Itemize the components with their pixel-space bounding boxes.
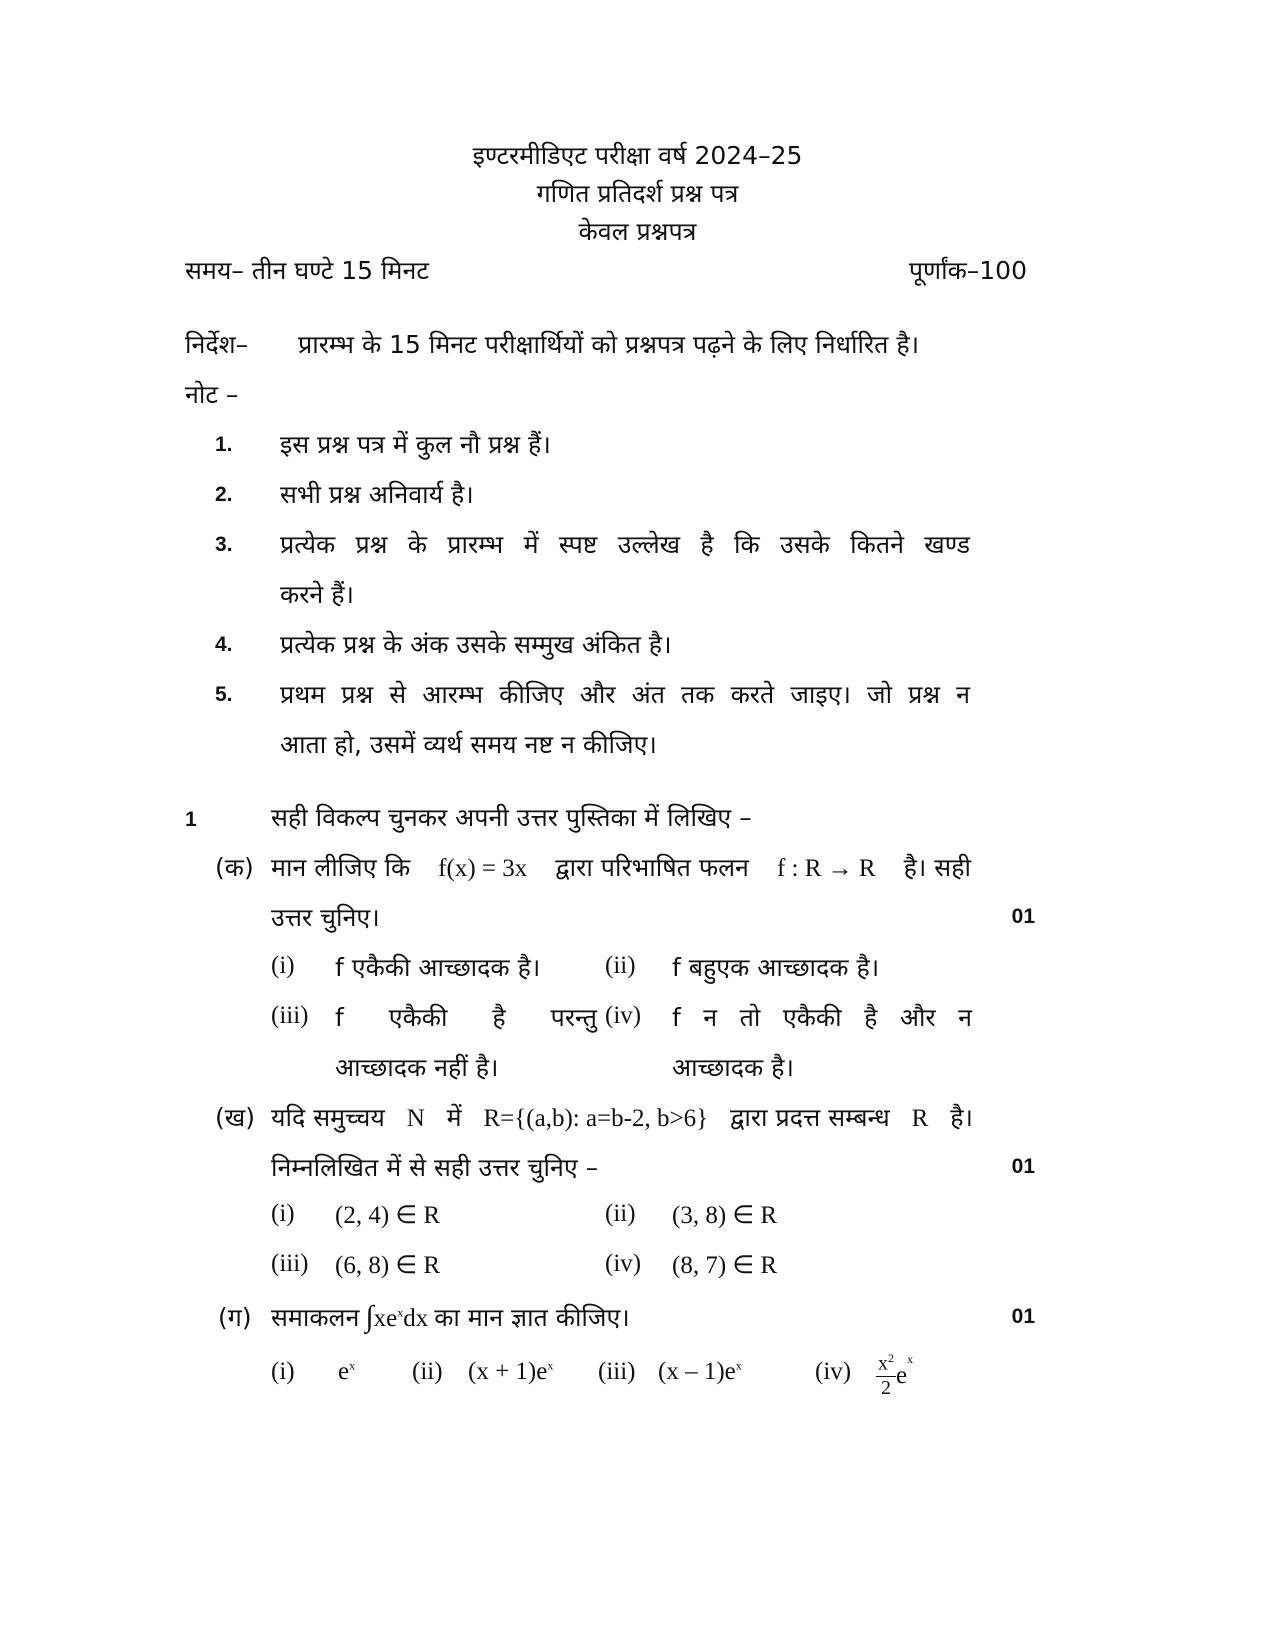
option-base: e bbox=[338, 1358, 350, 1385]
paper-subtitle: गणित प्रतिदर्श प्रश्न पत्र bbox=[536, 179, 739, 208]
note-number: 2. bbox=[215, 483, 233, 506]
option-label: (iv) bbox=[605, 1250, 642, 1277]
option-base: (x + 1)e bbox=[468, 1358, 548, 1385]
option-label: (iii) bbox=[271, 1250, 309, 1277]
question-number: 1 bbox=[185, 808, 197, 831]
total-marks: पूर्णांक–100 bbox=[908, 256, 1027, 285]
part-kha-text-3: द्वारा प्रदत्त सम्बन्ध bbox=[729, 1103, 890, 1132]
question-text: सही विकल्प चुनकर अपनी उत्तर पुस्तिका में लिखिए – bbox=[271, 803, 752, 832]
option-expression bbox=[876, 1352, 913, 1400]
option-label: (ii) bbox=[605, 952, 636, 979]
note-number: 4. bbox=[215, 633, 233, 656]
part-label-ga: (ग) bbox=[218, 1303, 252, 1332]
integrand-exponent: x bbox=[397, 1305, 404, 1320]
option-exponent: x bbox=[907, 1352, 914, 1366]
fraction-denominator: 2 bbox=[881, 1376, 891, 1399]
relation-expression: R={(a,b): a=b-2, b>6} bbox=[483, 1105, 709, 1132]
option-text: (6, 8) ∈ R bbox=[335, 1252, 441, 1279]
option-label: (i) bbox=[271, 952, 295, 979]
note-number: 5. bbox=[215, 683, 233, 706]
part-kha-statement bbox=[271, 1100, 973, 1134]
option-text: f एकैकी आच्छादक है। bbox=[335, 953, 541, 982]
note-text: प्रथम प्रश्न से आरम्भ कीजिए और अंत तक करते जाइए। जो प्रश्न न bbox=[280, 680, 970, 709]
marks-ga: 01 bbox=[1011, 1305, 1035, 1328]
part-kha-text-1: यदि समुच्चय bbox=[271, 1103, 385, 1132]
note-text: प्रत्येक प्रश्न के अंक उसके सम्मुख अंकित है। bbox=[280, 630, 672, 659]
integral-expression bbox=[365, 1300, 428, 1334]
part-ka-statement bbox=[271, 850, 971, 884]
marks-kha: 01 bbox=[1011, 1155, 1035, 1178]
integral-sign: ∫ bbox=[365, 1300, 374, 1333]
option-label: (ii) bbox=[412, 1358, 443, 1385]
option-text: f न तो एकैकी है और न bbox=[672, 1003, 972, 1032]
option-text: (8, 7) ∈ R bbox=[672, 1252, 778, 1279]
option-text: f एकैकी है परन्तु bbox=[335, 1003, 597, 1032]
option-text: (2, 4) ∈ R bbox=[335, 1202, 441, 1229]
relation-symbol: R bbox=[911, 1105, 929, 1132]
part-ga-statement bbox=[271, 1300, 630, 1334]
option-expression bbox=[468, 1358, 553, 1386]
note-text: सभी प्रश्न अनिवार्य है। bbox=[280, 480, 474, 509]
note-text-continued: आता हो, उसमें व्यर्थ समय नष्ट न कीजिए। bbox=[280, 730, 657, 759]
part-ka-text-2: द्वारा परिभाषित फलन bbox=[555, 853, 749, 882]
note-number: 1. bbox=[215, 433, 233, 456]
part-ga-text-2: का मान ज्ञात कीजिए। bbox=[434, 1303, 630, 1332]
option-exponent: x bbox=[547, 1358, 554, 1373]
direction-label: निर्देश– bbox=[185, 330, 249, 359]
note-text: इस प्रश्न पत्र में कुल नौ प्रश्न हैं। bbox=[280, 430, 551, 459]
marks-ka: 01 bbox=[1011, 905, 1035, 928]
part-label-kha: (ख) bbox=[215, 1103, 255, 1132]
option-label: (iv) bbox=[815, 1358, 852, 1385]
part-kha-text-4: है। bbox=[950, 1103, 973, 1132]
option-text-continued: आच्छादक है। bbox=[672, 1053, 794, 1082]
numerator-base: x bbox=[878, 1352, 888, 1375]
part-kha-text-2: में bbox=[446, 1103, 462, 1132]
paper-type: केवल प्रश्नपत्र bbox=[578, 217, 697, 246]
option-text: (3, 8) ∈ R bbox=[672, 1202, 778, 1229]
note-number: 3. bbox=[215, 533, 233, 556]
exam-time: समय– तीन घण्टे 15 मिनट bbox=[185, 256, 429, 285]
part-label-ka: (क) bbox=[215, 853, 254, 882]
option-label: (ii) bbox=[605, 1200, 636, 1227]
option-base: e bbox=[896, 1362, 908, 1389]
option-label: (iii) bbox=[598, 1358, 636, 1385]
note-text-continued: करने हैं। bbox=[280, 580, 354, 609]
note-label: नोट – bbox=[185, 380, 239, 409]
fraction bbox=[876, 1352, 896, 1400]
part-kha-line2: निम्नलिखित में से सही उत्तर चुनिए – bbox=[271, 1153, 599, 1182]
option-base: (x – 1)e bbox=[658, 1358, 736, 1385]
integrand-base: xe bbox=[373, 1305, 398, 1332]
option-expression bbox=[658, 1358, 742, 1386]
mapping-expression: f : R → R bbox=[776, 855, 876, 882]
set-symbol: N bbox=[406, 1105, 425, 1132]
part-ga-text-1: समाकलन bbox=[271, 1303, 360, 1332]
exam-title: इण्टरमीडिएट परीक्षा वर्ष 2024–25 bbox=[472, 141, 803, 170]
option-text-continued: आच्छादक नहीं है। bbox=[335, 1053, 499, 1082]
option-label: (iv) bbox=[605, 1002, 642, 1029]
option-text: f बहुएक आच्छादक है। bbox=[672, 953, 880, 982]
integrand-differential: dx bbox=[403, 1305, 429, 1332]
fraction-numerator bbox=[876, 1352, 896, 1377]
function-expression: f(x) = 3x bbox=[438, 855, 528, 882]
option-label: (i) bbox=[271, 1358, 295, 1385]
part-ka-line2: उत्तर चुनिए। bbox=[271, 903, 380, 932]
part-ka-text-3: है। सही bbox=[903, 853, 971, 882]
option-label: (iii) bbox=[271, 1002, 309, 1029]
part-ka-text-1: मान लीजिए कि bbox=[271, 853, 411, 882]
option-label: (i) bbox=[271, 1200, 295, 1227]
numerator-exponent: 2 bbox=[888, 1351, 894, 1366]
option-expression bbox=[338, 1358, 355, 1386]
option-exponent: x bbox=[735, 1358, 742, 1373]
note-text: प्रत्येक प्रश्न के प्रारम्भ में स्पष्ट उल्लेख है कि उसके कितने खण्ड bbox=[280, 530, 970, 559]
option-exponent: x bbox=[349, 1358, 356, 1373]
direction-text: प्रारम्भ के 15 मिनट परीक्षार्थियों को प्रश्नपत्र पढ़ने के लिए निर्धारित है। bbox=[298, 330, 920, 359]
